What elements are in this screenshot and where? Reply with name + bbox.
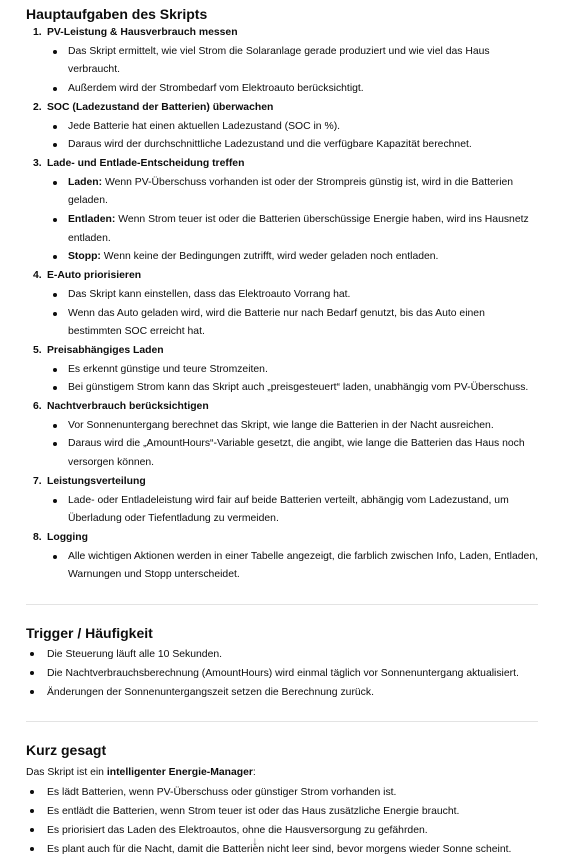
task-number: 2. [33,101,42,113]
bullet-item [47,361,538,380]
bullet-item [47,211,538,248]
task-item [26,24,538,99]
bullet-item [47,492,538,529]
task-number: 3. [33,157,42,169]
summary-intro-suffix: : [252,767,256,778]
bullet-text: Wenn keine der Bedingungen zutrifft, wird weder geladen noch entladen. [100,251,439,263]
section-heading-main: Hauptaufgaben des Skripts [26,6,208,22]
task-title: Lade- und Entlade-Entscheidung treffen [47,157,245,169]
bullet-text: Vor Sonnenuntergang berechnet das Skript, wie lange die Batterien in der Nacht ausreichen. [68,419,494,431]
divider [26,721,538,722]
arrow-down-icon[interactable]: ↓ [252,834,258,848]
bullet-text: Alle wichtigen Aktionen werden in einer Tabelle angezeigt, die farblich zwischen Info, Laden, Entladen, Warnungen und Stopp unterscheidet. [68,550,538,581]
divider [26,604,538,605]
bullet-text: Außerdem wird der Strombedarf vom Elektroauto berücksichtigt. [68,83,364,95]
task-number: 4. [33,270,42,282]
bullet-text: Bei günstigem Strom kann das Skript auch „preisgesteuert“ laden, unabhängig vom PV-Überschuss. [68,382,529,394]
task-title: E-Auto priorisieren [47,270,142,282]
trigger-list [26,645,538,702]
task-bullets [47,43,538,99]
bullet-item [47,305,538,342]
bullet-item [47,435,538,472]
summary-list [26,783,538,859]
task-bullets [47,548,538,585]
bullet-item [47,80,538,99]
summary-item: Es priorisiert das Laden des Elektroautos, ohne die Hausversorgung zu gefährden. [26,821,538,840]
summary-item: Es plant auch für die Nacht, damit die Batterien nicht leer sind, bevor morgens wieder Sonne scheint. [26,840,538,859]
bullet-item [47,136,538,155]
summary-item: Es entlädt die Batterien, wenn Strom teuer ist oder das Haus zusätzliche Energie braucht. [26,802,538,821]
bullet-item [47,548,538,585]
trigger-item: Die Steuerung läuft alle 10 Sekunden. [26,645,538,664]
bullet-item [47,118,538,137]
summary-item: Es lädt Batterien, wenn PV-Überschuss oder günstiger Strom vorhanden ist. [26,783,538,802]
summary-intro-prefix: Das Skript ist ein [26,767,107,778]
task-title: PV-Leistung & Hausverbrauch messen [47,27,238,38]
bullet-item [47,417,538,436]
task-title: Nachtverbrauch berücksichtigen [47,401,209,413]
bullet-bold-label: Entladen: [68,214,116,226]
trigger-item: Änderungen der Sonnenuntergangszeit setzen die Berechnung zurück. [26,683,538,702]
bullet-item [47,379,538,398]
task-bullets [47,492,538,529]
section-heading-summary: Kurz gesagt [26,742,107,758]
task-number: 5. [33,344,42,356]
bullet-text: Daraus wird der durchschnittliche Ladezustand und die verfügbare Kapazität berechnet. [68,139,472,151]
task-item [26,529,538,585]
trigger-item: Die Nachtverbrauchsberechnung (AmountHours) wird einmal täglich vor Sonnenuntergang aktualisiert. [26,664,538,683]
task-item [26,473,538,529]
task-title: Preisabhängiges Laden [47,344,164,356]
bullet-item [47,286,538,305]
task-bullets [47,286,538,342]
bullet-text: Wenn PV-Überschuss vorhanden ist oder der Strompreis günstig ist, wird in die Batterien geladen. [68,176,514,207]
bullet-item [47,43,538,80]
task-item [26,398,538,473]
task-number: 7. [33,475,42,487]
summary-intro-bold: intelligenter Energie-Manager [106,767,253,778]
task-bullets [47,417,538,473]
task-title: Logging [47,531,88,543]
bullet-bold-label: Stopp: [68,251,101,263]
task-bullets [47,118,538,155]
task-number: 8. [33,531,42,543]
bullet-text: Das Skript ermittelt, wie viel Strom die Solaranlage gerade produziert und wie viel das Haus verbraucht. [68,45,490,76]
bullet-text: Daraus wird die „AmountHours“-Variable gesetzt, die angibt, wie lange die Batterien das Haus noch versorgen können. [68,438,525,469]
task-number: 6. [33,401,42,413]
task-item [26,155,538,267]
bullet-text: Wenn das Auto geladen wird, wird die Batterie nur nach Bedarf genutzt, bis das Auto einen bestimmten SOC erreicht hat. [68,307,485,338]
bullet-text: Jede Batterie hat einen aktuellen Ladezustand (SOC in %). [68,120,341,132]
task-title: Leistungsverteilung [47,475,146,487]
bullet-item [47,248,538,267]
bullet-text: Das Skript kann einstellen, dass das Elektroauto Vorrang hat. [68,288,351,300]
bullet-text: Wenn Strom teuer ist oder die Batterien überschüssige Energie haben, wird ins Hausnetz entladen. [68,214,529,244]
task-item [26,267,538,342]
task-number: 1. [33,27,42,38]
task-bullets [47,361,538,398]
task-bullets [47,174,538,268]
summary-intro [26,764,256,782]
task-item [26,342,538,398]
bullet-text: Lade- oder Entladeleistung wird fair auf beide Batterien verteilt, abhängig vom Ladezustand, um Überladung oder Tiefentladung zu vermeiden. [68,494,509,525]
task-title: SOC (Ladezustand der Batterien) überwachen [47,101,274,113]
bullet-text: Es erkennt günstige und teure Stromzeiten. [68,363,268,375]
bullet-bold-label: Laden: [68,176,103,188]
section-heading-trigger: Trigger / Häufigkeit [26,625,153,641]
bullet-item [47,174,538,211]
task-item [26,99,538,155]
task-list [26,24,538,585]
